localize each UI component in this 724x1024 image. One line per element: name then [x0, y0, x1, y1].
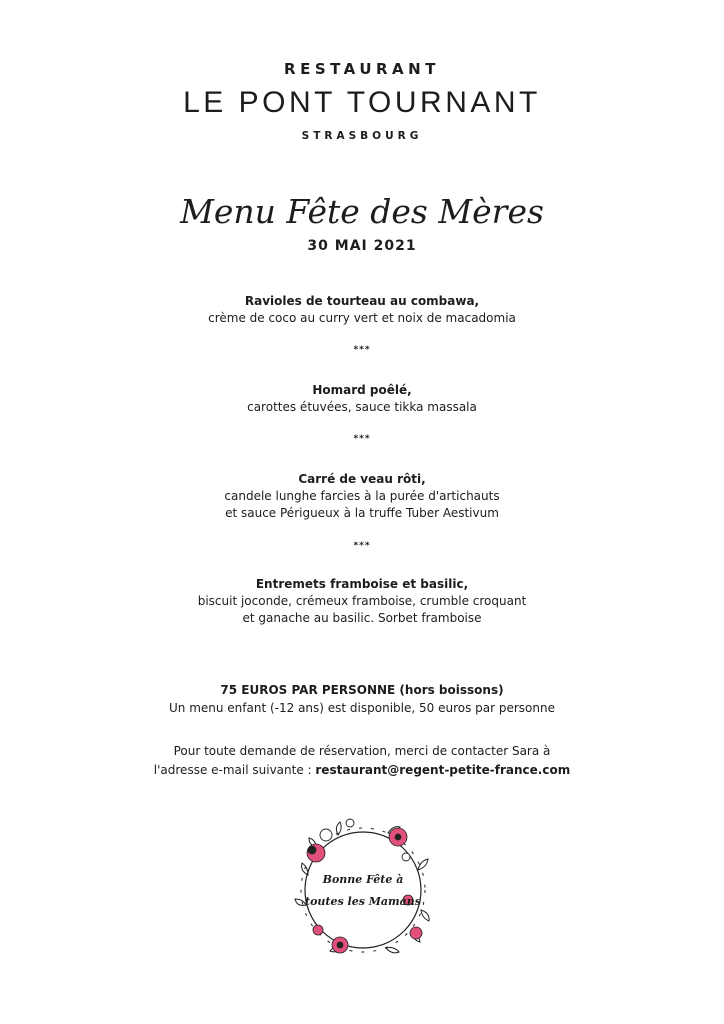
course-2-name: Homard poêlé, [312, 383, 412, 397]
price-main: 75 EUROS PAR PERSONNE (hors boissons) [220, 683, 504, 697]
course-1-line-1: crème de coco au curry vert et noix de macadomia [208, 311, 516, 325]
course-3-name: Carré de veau rôti, [298, 472, 426, 486]
course-3 [0, 471, 724, 522]
contact-email[interactable]: restaurant@regent-petite-france.com [315, 763, 571, 777]
course-4-line-2: et ganache au basilic. Sorbet framboise [242, 611, 482, 625]
course-4-name: Entremets framboise et basilic, [255, 577, 469, 591]
contact-line-2: l'adresse e-mail suivante : [153, 763, 316, 777]
course-2 [0, 382, 724, 416]
course-1-name: Ravioles de tourteau au combawa, [244, 294, 480, 308]
menu-date: 30 MAI 2021 [307, 238, 417, 254]
price-block [0, 681, 724, 717]
restaurant-name: LE PONT TOURNANT [183, 86, 541, 119]
contact-block [0, 742, 724, 780]
menu-title: Menu Fête des Mères [180, 192, 544, 231]
course-4-line-1: biscuit joconde, crémeux framboise, crumble croquant [197, 594, 527, 608]
wreath-text-line-1: Bonne Fête à [322, 873, 404, 886]
price-child: Un menu enfant (-12 ans) est disponible, 50 euros par personne [168, 701, 555, 715]
separator-2: *** [353, 434, 371, 444]
course-3-line-1: candele lunghe farcies à la purée d'artichauts [224, 489, 500, 503]
restaurant-label: RESTAURANT [284, 60, 440, 78]
contact-line-1: Pour toute demande de réservation, merci de contacter Sara à [173, 744, 551, 758]
restaurant-city: STRASBOURG [301, 130, 423, 142]
course-2-line-1: carottes étuvées, sauce tikka massala [247, 400, 477, 414]
separator-3: *** [353, 541, 371, 551]
course-4 [0, 576, 724, 627]
course-3-line-2: et sauce Périgueux à la truffe Tuber Aestivum [225, 506, 499, 520]
separator-1: *** [353, 345, 371, 355]
course-1 [0, 293, 724, 327]
flower-wreath [288, 815, 438, 965]
wreath-text-line-2: toutes les Mamans [305, 895, 421, 908]
